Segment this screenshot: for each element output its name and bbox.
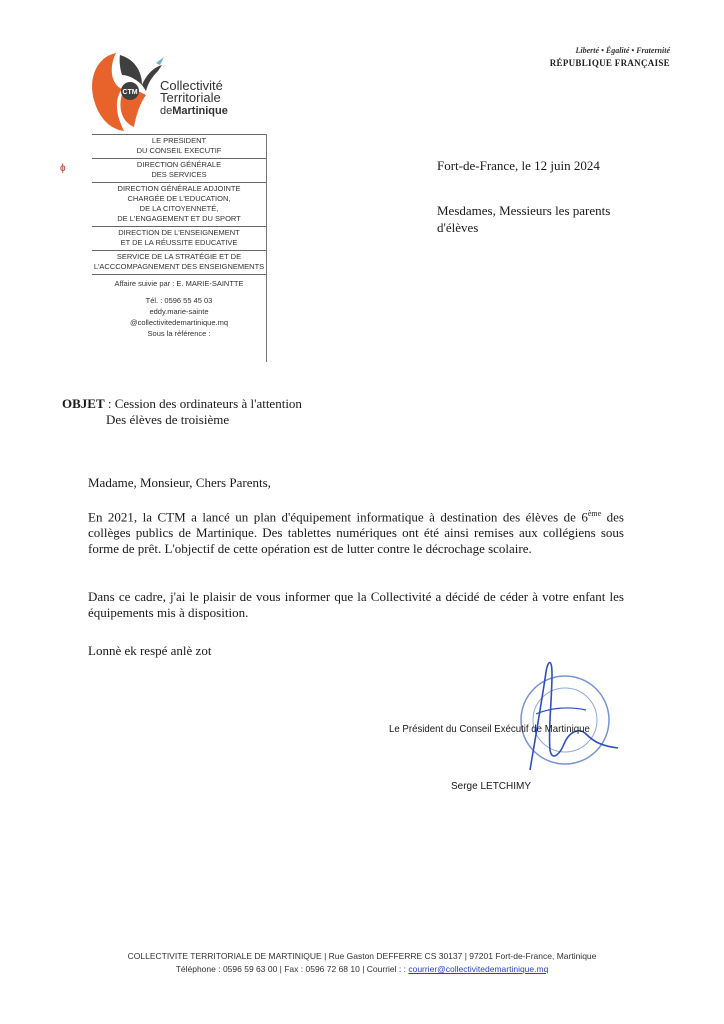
subject-line2: Des élèves de troisième bbox=[106, 412, 230, 427]
contact-phone: Tél. : 0596 55 45 03 bbox=[145, 296, 213, 305]
footer-contact bbox=[0, 963, 724, 976]
logo-wing-orange bbox=[92, 53, 124, 131]
signatory-name: Serge LETCHIMY bbox=[451, 781, 532, 792]
paragraph-1-b: des collèges publics de Martinique. Des tablettes numériques ont été ainsi remises aux collégiens sous forme de prêt. L'objectif de cette opération est de lutter contre le décrochage scolaire. bbox=[88, 509, 624, 557]
logo-line3-de: de bbox=[160, 105, 173, 117]
directory-section-dgs bbox=[92, 159, 266, 183]
contact-email-2: @collectivitedemartinique.mq bbox=[129, 318, 229, 327]
signature-stamp bbox=[490, 650, 630, 790]
republic-motto: Liberté • Égalité • Fraternité bbox=[575, 46, 670, 55]
directory-line: DE LA CITOYENNETÉ, bbox=[139, 204, 219, 213]
directory-section-direction bbox=[92, 227, 266, 251]
recipient-line2: d'élèves bbox=[437, 220, 479, 235]
paragraph-2: Dans ce cadre, j'ai le plaisir de vous informer que la Collectivité a décidé de céder à votre enfant les équipements mis à disposition. bbox=[88, 589, 624, 620]
svg-text:CTM: CTM bbox=[122, 89, 138, 96]
subject bbox=[62, 396, 302, 412]
handwritten-signature bbox=[530, 663, 618, 771]
directory-line: LE PRESIDENT bbox=[151, 136, 207, 145]
paragraph-1 bbox=[88, 506, 624, 557]
logo-wordmark bbox=[160, 80, 228, 117]
subject-line1: : Cession des ordinateurs à l'attention bbox=[104, 396, 302, 411]
logo-line2: Territoriale bbox=[160, 90, 221, 105]
signatory-title: Le Président du Conseil Exécutif de Martinique bbox=[389, 723, 590, 735]
footer-email-link[interactable]: courrier@collectivitedemartinique.mq bbox=[408, 964, 549, 974]
directory-line: DE L'ENGAGEMENT ET DU SPORT bbox=[117, 214, 241, 223]
directory-line: DES SERVICES bbox=[151, 170, 207, 179]
directory-contact bbox=[92, 275, 266, 339]
logo-wing-dark bbox=[120, 55, 142, 85]
footer-phone-fax: Téléphone : 0596 59 63 00 | Fax : 0596 72 68 10 | Courriel : : bbox=[175, 964, 409, 974]
directory-section-president bbox=[92, 134, 266, 159]
footer-address: COLLECTIVITE TERRITORIALE DE MARTINIQUE | Rue Gaston DEFFERRE CS 30137 | 97201 Fort-de-France, Martinique bbox=[127, 951, 597, 961]
paragraph-1-a: En 2021, la CTM a lancé un plan d'équipement informatique à destination des élèves de 6 bbox=[88, 509, 588, 525]
official-stamp bbox=[521, 676, 609, 764]
directory-line: DU CONSEIL EXECUTIF bbox=[136, 146, 222, 155]
recipient-line1: Mesdames, Messieurs les parents bbox=[437, 203, 611, 218]
footer bbox=[0, 950, 724, 976]
affaire-suivie: Affaire suivie par : E. MARIE-SAINTTE bbox=[114, 279, 244, 288]
salutation: Madame, Monsieur, Chers Parents, bbox=[88, 475, 271, 490]
subject-label: OBJET bbox=[62, 396, 105, 411]
handwritten-mark: ϕ bbox=[60, 163, 66, 174]
recipient bbox=[437, 202, 610, 236]
logo-line3-mq: Martinique bbox=[172, 105, 228, 117]
directory-section-dga bbox=[92, 183, 266, 227]
reference-label: Sous la référence : bbox=[147, 329, 211, 338]
directory-line: ET DE LA RÉUSSITE EDUCATIVE bbox=[120, 238, 238, 247]
directory-line: DIRECTION DE L'ENSEIGNEMENT bbox=[118, 228, 240, 237]
directory-border bbox=[266, 134, 267, 362]
directory-line: DIRECTION GÉNÉRALE ADJOINTE bbox=[117, 184, 241, 193]
directory-box bbox=[92, 134, 266, 339]
logo-bird bbox=[142, 65, 162, 91]
directory-line: SERVICE DE LA STRATÉGIE ET DE bbox=[116, 252, 242, 261]
closing: Lonnè ek respé anlè zot bbox=[88, 643, 212, 658]
place-date: Fort-de-France, le 12 juin 2024 bbox=[437, 158, 600, 173]
paragraph-1-sup: ème bbox=[587, 509, 602, 518]
directory-line: L'ACCCOMPAGNEMENT DES ENSEIGNEMENTS bbox=[93, 262, 265, 271]
contact-email-1: eddy.marie-sainte bbox=[149, 307, 209, 316]
directory-line: CHARGÉE DE L'EDUCATION, bbox=[127, 194, 231, 203]
republic-label: RÉPUBLIQUE FRANÇAISE bbox=[549, 58, 670, 68]
directory-section-service bbox=[92, 251, 266, 275]
logo-line1: Collectivité bbox=[160, 78, 223, 93]
directory-line: DIRECTION GÉNÉRALE bbox=[136, 160, 222, 169]
